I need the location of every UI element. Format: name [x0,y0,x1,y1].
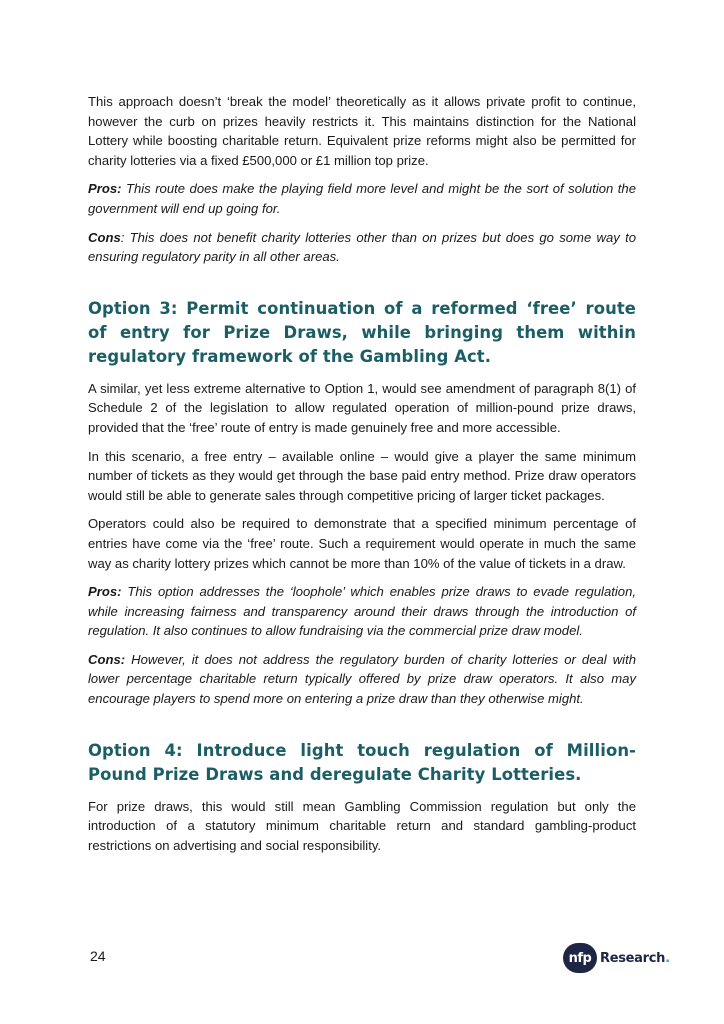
document-page [88,92,636,864]
logo-dot: . [665,950,670,966]
intro-paragraph: This approach doesn’t ‘break the model’ theoretically as it allows private profit to continue, however the curb on prizes heavily restricts it. This maintains distinction for the National Lottery while boosting charitable return. Equivalent prize reforms might also be permitted for charity lotteries via a fixed £500,000 or £1 million top prize. [88,94,636,168]
page-number: 24 [90,948,106,964]
cons-label: Cons: [88,651,126,667]
intro-cons [88,228,636,267]
option-3-heading: Option 3: Permit continuation of a reformed ‘free’ route of entry for Prize Draws, while bringing them within regulatory framework of the Gambling Act. [88,298,636,366]
nfp-research-logo [563,943,670,973]
cons-text: : This does not benefit charity lotteries other than on prizes but does go some way to ensuring regulatory parity in all other areas. [88,229,636,265]
logo-text: Research [600,950,666,966]
option-3-paragraph: In this scenario, a free entry – available online – would give a player the same minimum number of tickets as they would get through the base paid entry method. Prize draw operators would still be able to generate sales through competitive pricing of larger ticket packages. [88,448,636,503]
option-3-pros [88,582,636,641]
pros-text: This route does make the playing field more level and might be the sort of solution the government will end up going for. [88,181,636,216]
pros-label: Pros: [88,181,122,197]
option-3-cons [88,650,636,709]
logo-wordmark [600,951,670,966]
option-4-paragraph: For prize draws, this would still mean Gambling Commission regulation but only the introduction of a statutory minimum charitable return and standard gambling-product restrictions on advertising and social responsibility. [88,798,636,853]
cons-label: Cons [88,229,121,245]
pros-label: Pros: [88,584,122,600]
nfp-logo-icon: nfp [563,943,597,973]
pros-text: This option addresses the ‘loophole’ which enables prize draws to evade regulation, while increasing fairness and transparency around their draws through the introduction of regulation. It also continues to allow fundraising via the commercial prize draw model. [88,584,636,639]
intro-pros [88,179,636,218]
option-4-heading: Option 4: Introduce light touch regulation of Million-Pound Prize Draws and deregulate Charity Lotteries. [88,740,636,784]
option-3-paragraph: Operators could also be required to demonstrate that a specified minimum percentage of entries have come via the ‘free’ route. Such a requirement would operate in much the same way as charity lottery prizes which cannot be more than 10% of the value of tickets in a draw. [88,516,636,571]
cons-text: However, it does not address the regulatory burden of charity lotteries or deal with lower percentage charitable return typically offered by prize draw operators. It also may encourage players to spend more on entering a prize draw than they otherwise might. [88,651,636,707]
option-3-paragraph: A similar, yet less extreme alternative to Option 1, would see amendment of paragraph 8(1) of Schedule 2 of the legislation to allow regulated operation of million-pound prize draws, provided that the ‘free’ route of entry is made genuinely free and more accessible. [88,380,636,435]
